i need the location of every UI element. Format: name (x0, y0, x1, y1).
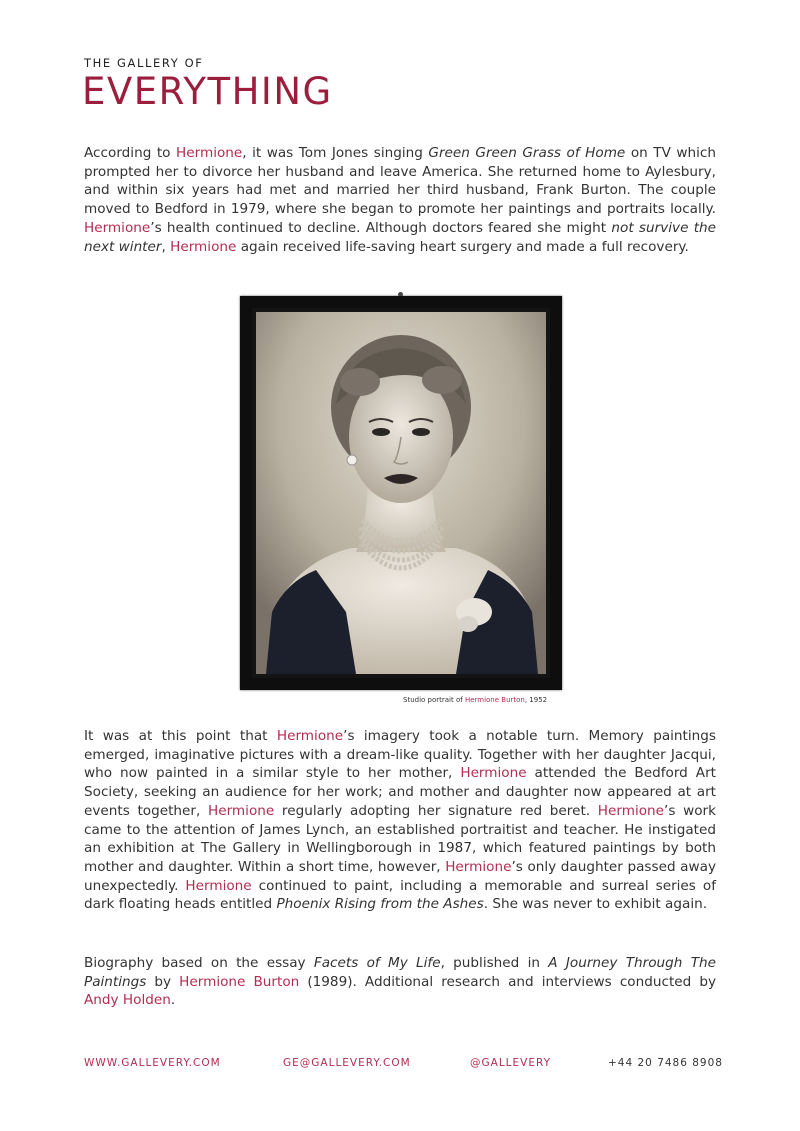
caption-name-link[interactable]: Hermione Burton (464, 696, 525, 704)
portrait-frame (240, 296, 562, 690)
footer-email-link[interactable]: GE@GALLEVERY.COM (283, 1057, 411, 1069)
biography-paragraph-1: According to Hermione, it was Tom Jones singing Green Green Grass of Home on TV which prompted her to divorce her husband and leave America. She returned home to Aylesbury, and within six years had met and married her third husband, Frank Burton. The couple moved to Bedford in 1979, where she began to promote her paintings and portraits locally. Hermione’s health continued to decline. Although doctors feared she might not survive the next winter, Hermione again received life-saving heart surgery and made a full recovery. (84, 145, 717, 255)
biography-credits-paragraph: Biography based on the essay Facets of My Life, published in A Journey Through The Paintings by Hermione Burton (1989). Additional research and interviews conducted by Andy Holden. (84, 955, 716, 1009)
name-link[interactable]: Hermione (597, 802, 665, 819)
name-link[interactable]: Hermione (170, 238, 237, 255)
author-link[interactable]: Andy Holden (84, 992, 171, 1009)
logo-wordmark: EVERYTHING (82, 70, 333, 113)
name-link[interactable]: Hermione (208, 802, 275, 819)
name-link[interactable]: Hermione Burton (179, 973, 300, 990)
footer-website-link[interactable]: WWW.GALLEVERY.COM (84, 1057, 221, 1069)
name-link[interactable]: Hermione (84, 219, 151, 236)
name-link[interactable]: Hermione (276, 728, 344, 744)
name-link[interactable]: Hermione (185, 877, 252, 894)
footer-phone: +44 20 7486 8908 (608, 1057, 723, 1069)
biography-paragraph-2: It was at this point that Hermione’s imagery took a notable turn. Memory paintings emerged, imaginative pictures with a dream-like quality. Together with her daughter Jacqui, who now painted in a similar style to her mother, Hermione attended the Bedford Art Society, seeking an audience for her work; and mother and daughter now appeared at art events together, Hermione regularly adopting her signature red beret. Hermione’s work came to the attention of James Lynch, an established portraitist and teacher. He instigated an exhibition at The Gallery in Wellingborough in 1987, which featured paintings by both mother and daughter. Within a short time, however, Hermione’s only daughter passed away unexpectedly. Hermione continued to paint, including a memorable and surreal series of dark floating heads entitled Phoenix Rising from the Ashes. She was never to exhibit again. (84, 728, 717, 913)
footer-social-link[interactable]: @GALLEVERY (470, 1057, 552, 1069)
name-link[interactable]: Hermione (445, 858, 512, 875)
portrait-illustration (256, 312, 546, 674)
name-link[interactable]: Hermione (460, 765, 527, 782)
portrait-photo (256, 312, 546, 674)
logo-tagline: THE GALLERY OF (84, 56, 204, 70)
name-link[interactable]: Hermione (176, 145, 243, 161)
figure-caption: Studio portrait of Hermione Burton, 1952 (403, 696, 548, 704)
